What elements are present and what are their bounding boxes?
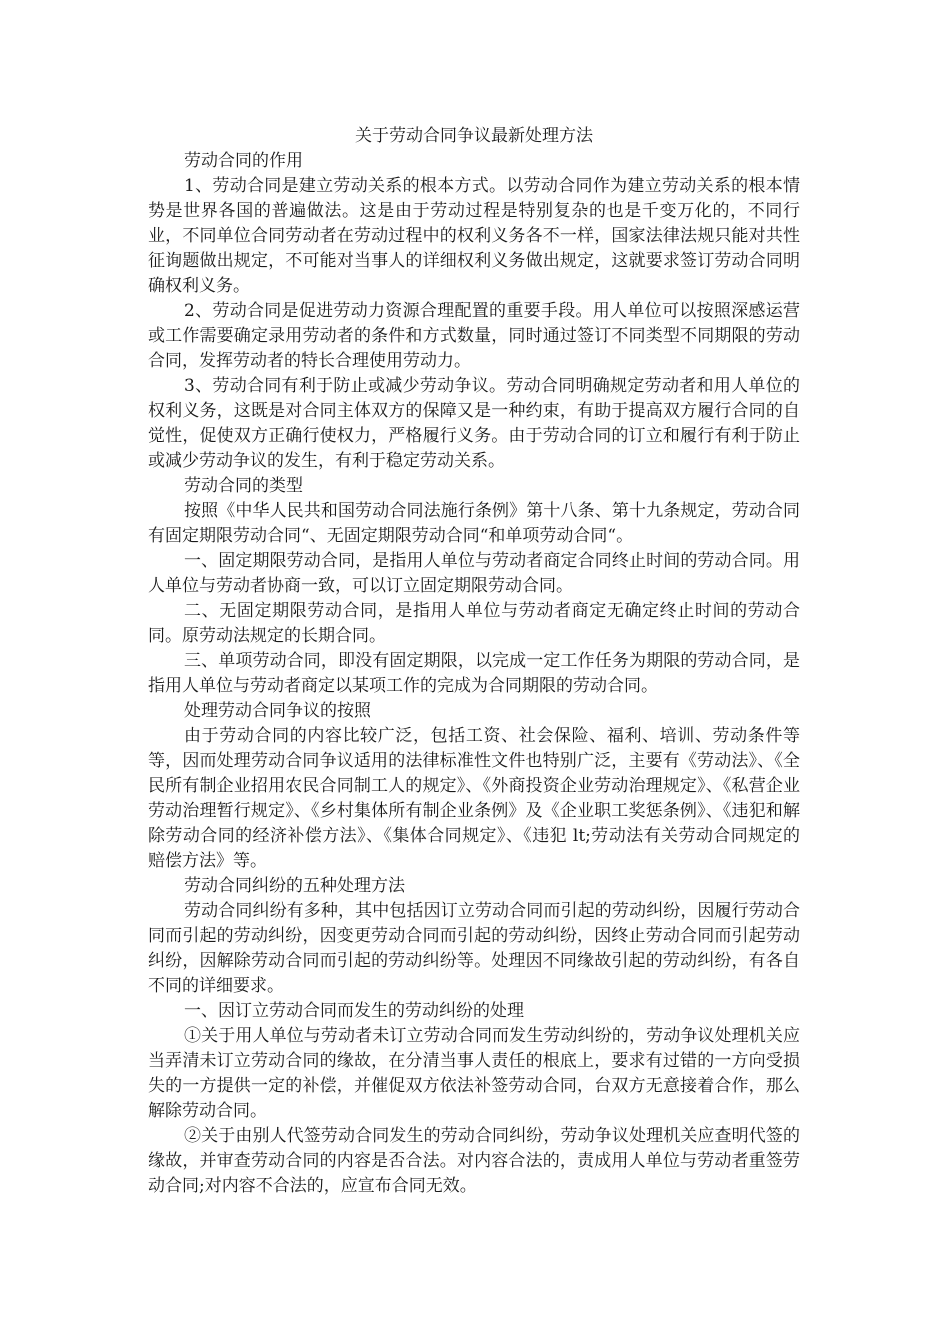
section-heading-basis: 处理劳动合同争议的按照 xyxy=(184,701,371,721)
section-heading-types: 劳动合同的类型 xyxy=(184,476,303,496)
paragraph-basis: 由于劳动合同的内容比较广泛，包括工资、社会保险、福利、培训、劳动条件等等，因而处理劳动合同争议适用的法律标准性文件也特别广泛，主要有《劳动法》、《全民所有制企业招用农民合同制工人的规定》、《外商投资企业劳动治理规定》、《私营企业劳动治理暂行规定》、《乡村集体所有制企业条例》及《企业职工奖惩条例》、《违犯和解除劳动合同的经济补偿方法》、《集体合同规定》、《违犯 lt;劳动法有关劳动合同规定的赔偿方法》等。 xyxy=(148,726,800,871)
document-title: 关于劳动合同争议最新处理方法 xyxy=(355,126,593,146)
paragraph-types-open: 二、无固定期限劳动合同，是指用人单位与劳动者商定无确定终止时间的劳动合同。原劳动法规定的长期合同。 xyxy=(148,601,800,646)
paragraph-types-task: 三、单项劳动合同，即没有固定期限，以完成一定工作任务为期限的劳动合同，是指用人单位与劳动者商定以某项工作的完成为合同期限的劳动合同。 xyxy=(148,651,800,696)
paragraph-role-3: 3、劳动合同有利于防止或减少劳动争议。劳动合同明确规定劳动者和用人单位的权利义务，这既是对合同主体双方的保障又是一种约束，有助于提高双方履行合同的自觉性，促使双方正确行使权力，严格履行义务。由于劳动合同的订立和履行有利于防止或减少劳动争议的发生，有利于稳定劳动关系。 xyxy=(148,376,800,471)
paragraph-types-intro: 按照《中华人民共和国劳动合同法施行条例》第十八条、第十九条规定，劳动合同有固定期限劳动合同“、无固定期限劳动合同“和单项劳动合同“。 xyxy=(148,501,800,546)
paragraph-types-fixed: 一、固定期限劳动合同，是指用人单位与劳动者商定合同终止时间的劳动合同。用人单位与劳动者协商一致，可以订立固定期限劳动合同。 xyxy=(148,551,800,596)
paragraph-signing-2: ②关于由别人代签劳动合同发生的劳动合同纠纷，劳动争议处理机关应查明代签的缘故，并审查劳动合同的内容是否合法。对内容合法的，责成用人单位与劳动者重签劳动合同;对内容不合法的，应宣布合同无效。 xyxy=(148,1126,800,1196)
paragraph-methods-intro: 劳动合同纠纷有多种，其中包括因订立劳动合同而引起的劳动纠纷，因履行劳动合同而引起的劳动纠纷，因变更劳动合同而引起的劳动纠纷，因终止劳动合同而引起劳动纠纷，因解除劳动合同而引起的劳动纠纷等。处理因不同缘故引起的劳动纠纷，有各自不同的详细要求。 xyxy=(148,901,800,996)
section-heading-methods: 劳动合同纠纷的五种处理方法 xyxy=(184,876,405,896)
paragraph-role-1: 1、劳动合同是建立劳动关系的根本方式。以劳动合同作为建立劳动关系的根本情势是世界各国的普遍做法。这是由于劳动过程是特别复杂的也是千变万化的，不同行业，不同单位合同劳动者在劳动过程中的权利义务各不一样，国家法律法规只能对共性征询题做出规定，不可能对当事人的详细权利义务做出规定，这就要求签订劳动合同明确权利义务。 xyxy=(148,176,800,296)
section-heading-role: 劳动合同的作用 xyxy=(184,151,303,171)
paragraph-role-2: 2、劳动合同是促进劳动力资源合理配置的重要手段。用人单位可以按照深感运营或工作需要确定录用劳动者的条件和方式数量，同时通过签订不同类型不同期限的劳动合同，发挥劳动者的特长合理使用劳动力。 xyxy=(148,301,800,371)
subsection-heading-signing: 一、因订立劳动合同而发生的劳动纠纷的处理 xyxy=(184,1001,524,1021)
document-body xyxy=(148,124,800,1199)
paragraph-signing-1: ①关于用人单位与劳动者未订立劳动合同而发生劳动纠纷的，劳动争议处理机关应当弄清未订立劳动合同的缘故，在分清当事人责任的根底上，要求有过错的一方向受损失的一方提供一定的补偿，并催促双方依法补签劳动合同，台双方无意接着合作，那么解除劳动合同。 xyxy=(148,1026,800,1121)
